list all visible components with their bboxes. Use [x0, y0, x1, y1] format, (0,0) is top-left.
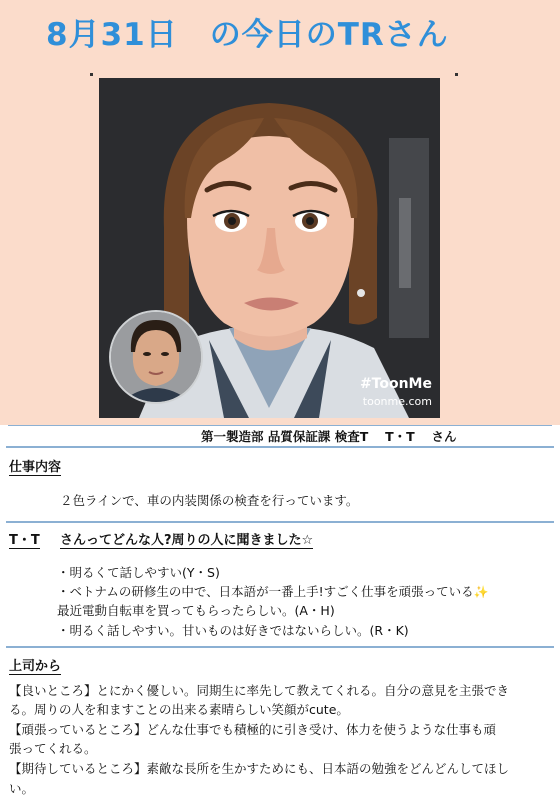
- department-line: 第一製造部 品質保証課 検査T T・T さん: [201, 429, 457, 444]
- work-description: ２色ラインで、車の内装関係の検査を行っています。: [60, 493, 359, 508]
- boss-comment-line: 【期待しているところ】素敵な長所を生かすためにも、日本語の勉強をどんどんしてほし: [9, 761, 510, 776]
- section-heading-people-name: T・T: [9, 529, 40, 549]
- page-title: 8月31日 の今日のTRさん: [46, 17, 449, 53]
- comment-line: ・明るくて話しやすい(Y・S): [57, 565, 220, 580]
- boss-comment-line: 【良いところ】とにかく優しい。同期生に率先して教えてくれる。自分の意見を主張でき: [9, 683, 510, 698]
- comment-line: ・ベトナムの研修生の中で、日本語が一番上手!すごく仕事を頑張っている✨: [57, 584, 489, 599]
- real-portrait: [111, 312, 201, 402]
- corner-dot: [90, 73, 93, 76]
- divider: [8, 425, 552, 426]
- profile-photo: [99, 78, 440, 418]
- divider: [6, 446, 554, 448]
- section-heading-people: さんってどんな人?周りの人に聞きました☆: [60, 529, 313, 549]
- sparkle-icon: ✨: [473, 585, 489, 599]
- section-heading-work: 仕事内容: [9, 456, 61, 476]
- inset-photo: [109, 310, 203, 404]
- watermark-tag: #ToonMe: [359, 376, 432, 392]
- boss-comment-line: い。: [9, 781, 35, 796]
- divider: [6, 646, 554, 648]
- boss-comment-line: る。周りの人を和ますことの出来る素晴らしい笑顔がcute。: [9, 702, 349, 717]
- corner-dot: [455, 73, 458, 76]
- comment-line: 最近電動自転車を買ってもらったらしい。(A・H): [57, 603, 335, 618]
- boss-comment-line: 張ってくれる。: [9, 741, 97, 756]
- divider: [6, 521, 554, 523]
- comment-line: ・明るく話しやすい。甘いものは好きではないらしい。(R・K): [57, 623, 409, 638]
- boss-comment-line: 【頑張っているところ】どんな仕事でも積極的に引き受け、体力を使うような仕事も頑: [9, 722, 497, 737]
- section-heading-boss: 上司から: [9, 655, 61, 675]
- watermark-url: toonme.com: [362, 395, 432, 408]
